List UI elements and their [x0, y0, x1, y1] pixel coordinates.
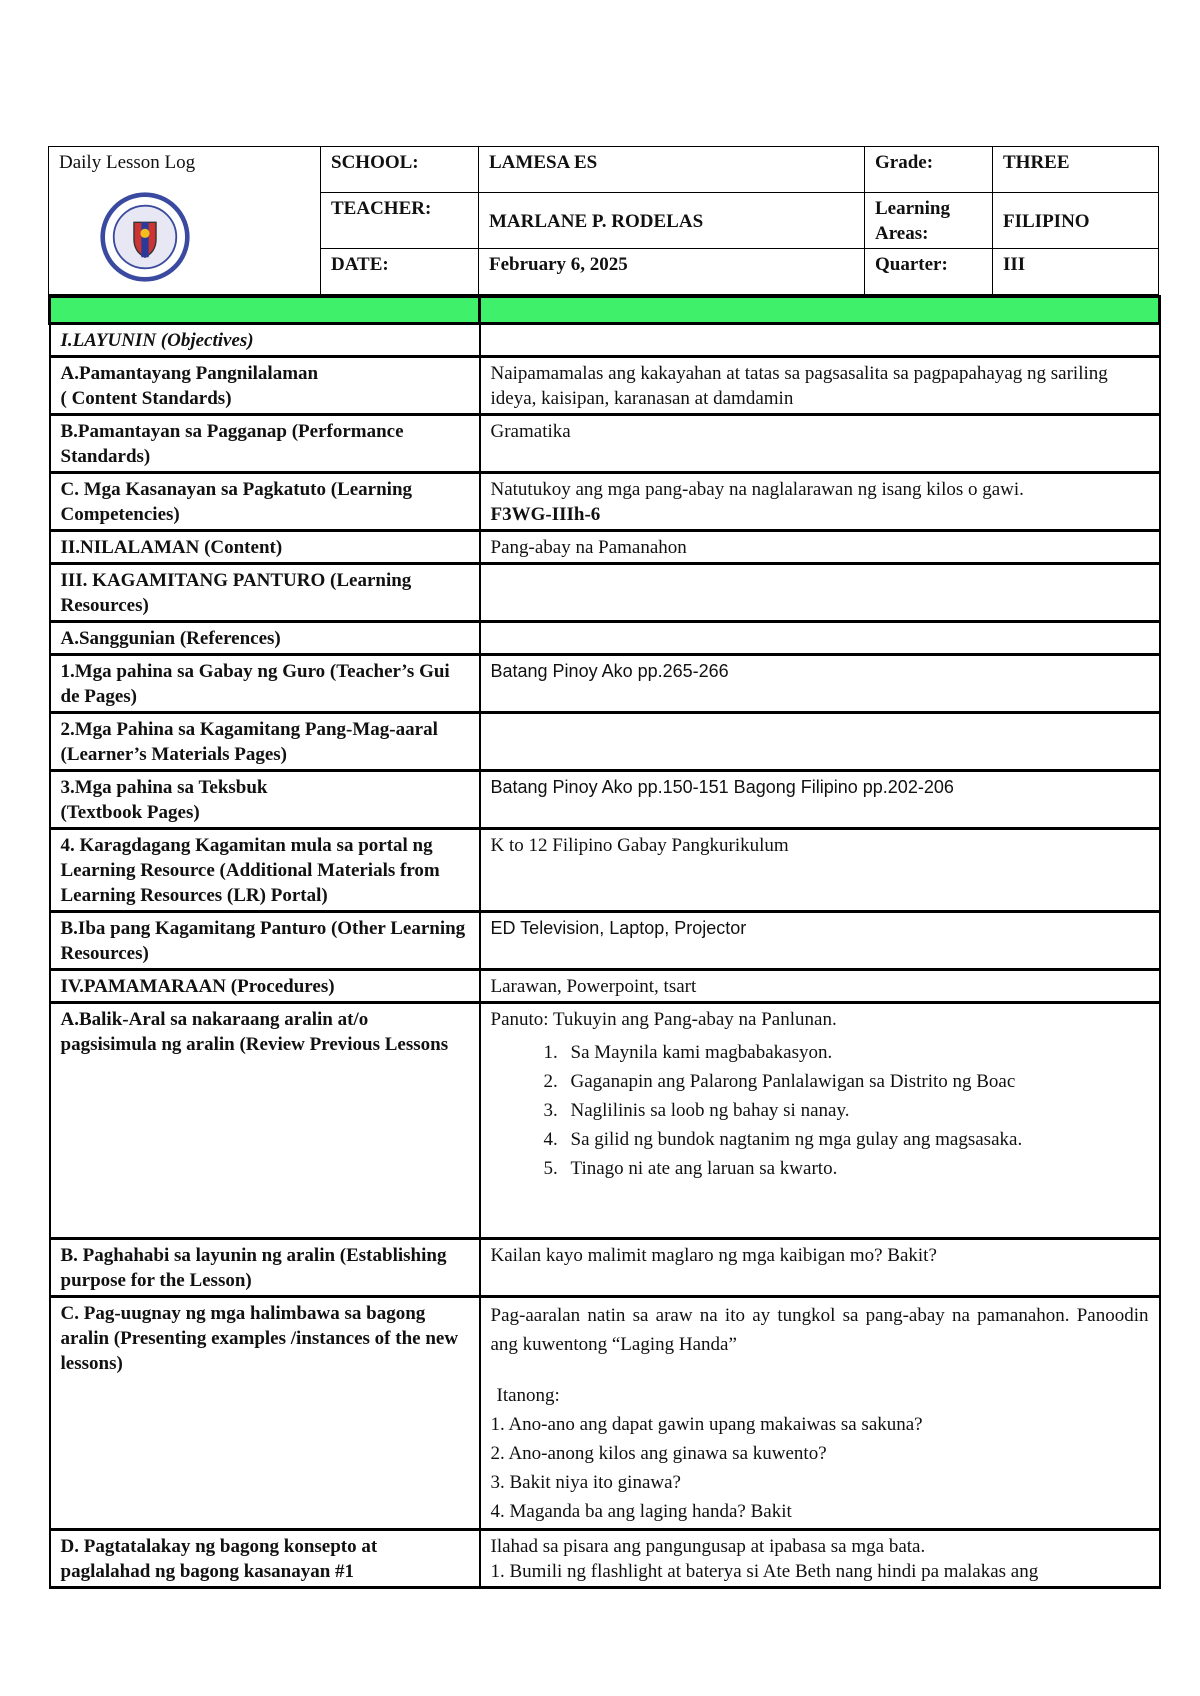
lesson-log	[48, 146, 1158, 1589]
teacher-label: TEACHER:	[321, 193, 479, 249]
procedures-value: Larawan, Powerpoint, tsart	[480, 970, 1160, 1003]
purpose-label: B. Paghahabi sa layunin ng aralin (Establishing purpose for the Lesson)	[50, 1239, 480, 1297]
areas-value: FILIPINO	[993, 193, 1159, 249]
textbook-label: 3.Mga pahina sa Teksbuk (Textbook Pages)	[50, 771, 480, 829]
competencies-label: C. Mga Kasanayan sa Pagkatuto (Learning Competencies)	[50, 473, 480, 531]
areas-label: Learning Areas:	[865, 193, 993, 249]
title-cell	[49, 147, 321, 295]
procedures-label: IV.PAMAMARAAN (Procedures)	[50, 970, 480, 1003]
teacher-guide-label: 1.Mga pahina sa Gabay ng Guro (Teacher’s Gui de Pages)	[50, 655, 480, 713]
teacher-guide-value: Batang Pinoy Ako pp.265-266	[480, 655, 1160, 713]
competencies-value: Natutukoy ang mga pang-abay na naglalarawan ng isang kilos o gawi. F3WG-IIIh-6	[480, 473, 1160, 531]
school-label: SCHOOL:	[321, 147, 479, 193]
portal-value: K to 12 Filipino Gabay Pangkurikulum	[480, 829, 1160, 912]
date-value: February 6, 2025	[479, 249, 865, 295]
teacher-value: MARLANE P. RODELAS	[479, 193, 865, 249]
grade-value: THREE	[993, 147, 1159, 193]
title: Daily Lesson Log	[59, 152, 196, 173]
review-instruction: Panuto: Tukuyin ang Pang-abay na Panlunan.	[490, 1009, 837, 1030]
list-item: 5. Tinago ni ate ang laruan sa kwarto.	[563, 1154, 1149, 1183]
review-value	[480, 1003, 1160, 1239]
question-3: 3. Bakit niya ito ginawa?	[490, 1472, 681, 1493]
content-table	[48, 295, 1161, 1589]
purpose-value: Kailan kayo malimit maglaro ng mga kaibigan mo? Bakit?	[480, 1239, 1160, 1297]
discussion-label: D. Pagtatalakay ng bagong konsepto at paglalahad ng bagong kasanayan #1	[50, 1530, 480, 1588]
learning-resources-label: III. KAGAMITANG PANTURO (Learning Resources)	[50, 564, 480, 622]
review-list	[491, 1038, 1149, 1183]
other-resources-value: ED Television, Laptop, Projector	[480, 912, 1160, 970]
examples-label: C. Pag-uugnay ng mga halimbawa sa bagong aralin (Presenting examples /instances of the new lessons)	[50, 1297, 480, 1530]
quarter-value: III	[993, 249, 1159, 295]
question-1: 1. Ano-ano ang dapat gawin upang makaiwas sa sakuna?	[490, 1414, 923, 1435]
review-label: A.Balik-Aral sa nakaraang aralin at/o pagsisimula ng aralin (Review Previous Lessons	[50, 1003, 480, 1239]
portal-label: 4. Karagdagang Kagamitan mula sa portal ng Learning Resource (Additional Materials from Learning Resources (LR) Portal)	[50, 829, 480, 912]
grade-label: Grade:	[865, 147, 993, 193]
list-item: 1. Sa Maynila kami magbabakasyon.	[563, 1038, 1149, 1067]
learner-materials-label: 2.Mga Pahina sa Kagamitang Pang-Mag-aaral (Learner’s Materials Pages)	[50, 713, 480, 771]
content-standards-label: A.Pamantayang Pangnilalaman ( Content Standards)	[50, 357, 480, 415]
school-value: LAMESA ES	[479, 147, 865, 193]
question-2: 2. Ano-anong kilos ang ginawa sa kuwento?	[490, 1443, 827, 1464]
list-item: 2. Gaganapin ang Palarong Panlalawigan sa Distrito ng Boac	[563, 1067, 1149, 1096]
examples-intro: Pag-aaralan natin sa araw na ito ay tungkol sa pang-abay na pamanahon. Panoodin ang kuwentong “Laging Handa”	[490, 1305, 1149, 1355]
content-label: II.NILALAMAN (Content)	[50, 531, 480, 564]
layunin-heading: I.LAYUNIN (Objectives)	[50, 324, 480, 357]
content-value: Pang-abay na Pamanahon	[480, 531, 1160, 564]
examples-value	[480, 1297, 1160, 1530]
references-label: A.Sanggunian (References)	[50, 622, 480, 655]
header-table	[48, 146, 1159, 295]
itanong-label: Itanong:	[496, 1385, 560, 1406]
other-resources-label: B.Iba pang Kagamitang Panturo (Other Learning Resources)	[50, 912, 480, 970]
performance-standards-label: B.Pamantayan sa Pagganap (Performance Standards)	[50, 415, 480, 473]
list-item: 4. Sa gilid ng bundok nagtanim ng mga gulay ang magsasaka.	[563, 1125, 1149, 1154]
question-4: 4. Maganda ba ang laging handa? Bakit	[490, 1501, 792, 1522]
green-band	[50, 297, 1160, 324]
performance-standards-value: Gramatika	[480, 415, 1160, 473]
competency-code: F3WG-IIIh-6	[490, 504, 601, 525]
date-label: DATE:	[321, 249, 479, 295]
discussion-value: Ilahad sa pisara ang pangungusap at ipabasa sa mga bata. 1. Bumili ng flashlight at baterya si Ate Beth nang hindi pa malakas ang	[480, 1530, 1160, 1588]
content-standards-value: Naipamamalas ang kakayahan at tatas sa pagsasalita sa pagpapahayag ng sariling ideya, kaisipan, karanasan at damdamin	[480, 357, 1160, 415]
quarter-label: Quarter:	[865, 249, 993, 295]
textbook-value: Batang Pinoy Ako pp.150-151 Bagong Filipino pp.202-206	[480, 771, 1160, 829]
deped-seal-icon	[99, 191, 191, 283]
list-item: 3. Naglilinis sa loob ng bahay si nanay.	[563, 1096, 1149, 1125]
